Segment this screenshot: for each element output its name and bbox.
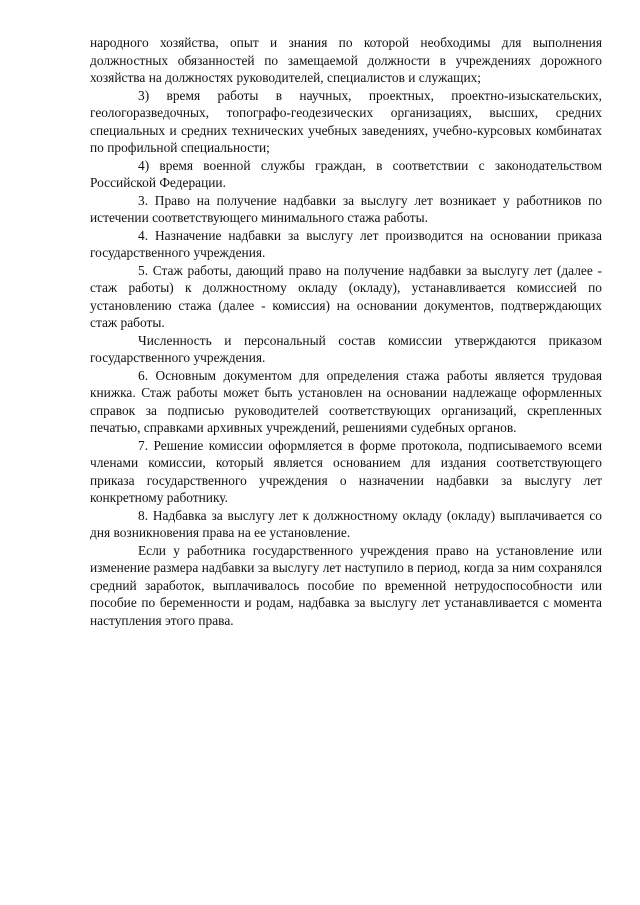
paragraph-clause-5: 5. Стаж работы, дающий право на получение надбавки за выслугу лет (далее - стаж работы) к должностному окладу (окладу), устанавливается комиссией по установлению стажа (далее - комиссия) на основании документов, подтверждающих стаж работы. <box>90 262 602 330</box>
paragraph-clause-3: 3. Право на получение надбавки за выслугу лет возникает у работников по истечении соответствующего минимального стажа работы. <box>90 192 602 225</box>
paragraph-clause-8: 8. Надбавка за выслугу лет к должностному окладу (окладу) выплачивается со дня возникновения права на ее установление. <box>90 507 602 540</box>
paragraph-commission-composition: Численность и персональный состав комиссии утверждаются приказом государственного учреждения. <box>90 332 602 365</box>
paragraph-special-period: Если у работника государственного учреждения право на установление или изменение размера надбавки за выслугу лет наступило в период, когда за ним сохранялся средний заработок, выплачивалось пособие по временной нетрудоспособности или пособие по беременности и родам, надбавка за выслугу лет устанавливается с момента наступления этого права. <box>90 542 602 628</box>
paragraph-clause-7: 7. Решение комиссии оформляется в форме протокола, подписываемого всеми членами комиссии, который является основанием для издания соответствующего приказа государственного учреждения о назначении надбавки за выслугу лет конкретному работнику. <box>90 437 602 505</box>
paragraph-item-4-military-service: 4) время военной службы граждан, в соответствии с законодательством Российской Федерации. <box>90 157 602 190</box>
paragraph-item-3-research-work: 3) время работы в научных, проектных, проектно-изыскательских, геологоразведочных, топографо-геодезических организациях, высших, средних специальных и средних технических учебных заведениях, учебно-курсовых комбинатах по профильной специальности; <box>90 87 602 155</box>
paragraph-continuation: народного хозяйства, опыт и знания по которой необходимы для выполнения должностных обязанностей по замещаемой должности в учреждениях дорожного хозяйства на должностях руководителей, специалистов и служащих; <box>90 35 602 85</box>
document-page <box>90 34 602 629</box>
paragraph-clause-6: 6. Основным документом для определения стажа работы является трудовая книжка. Стаж работы может быть установлен на основании надлежаще оформленных справок за подписью руководителей соответствующих организаций, скрепленных печатью, справками архивных учреждений, решениями судебных органов. <box>90 367 602 435</box>
paragraph-clause-4: 4. Назначение надбавки за выслугу лет производится на основании приказа государственного учреждения. <box>90 227 602 260</box>
